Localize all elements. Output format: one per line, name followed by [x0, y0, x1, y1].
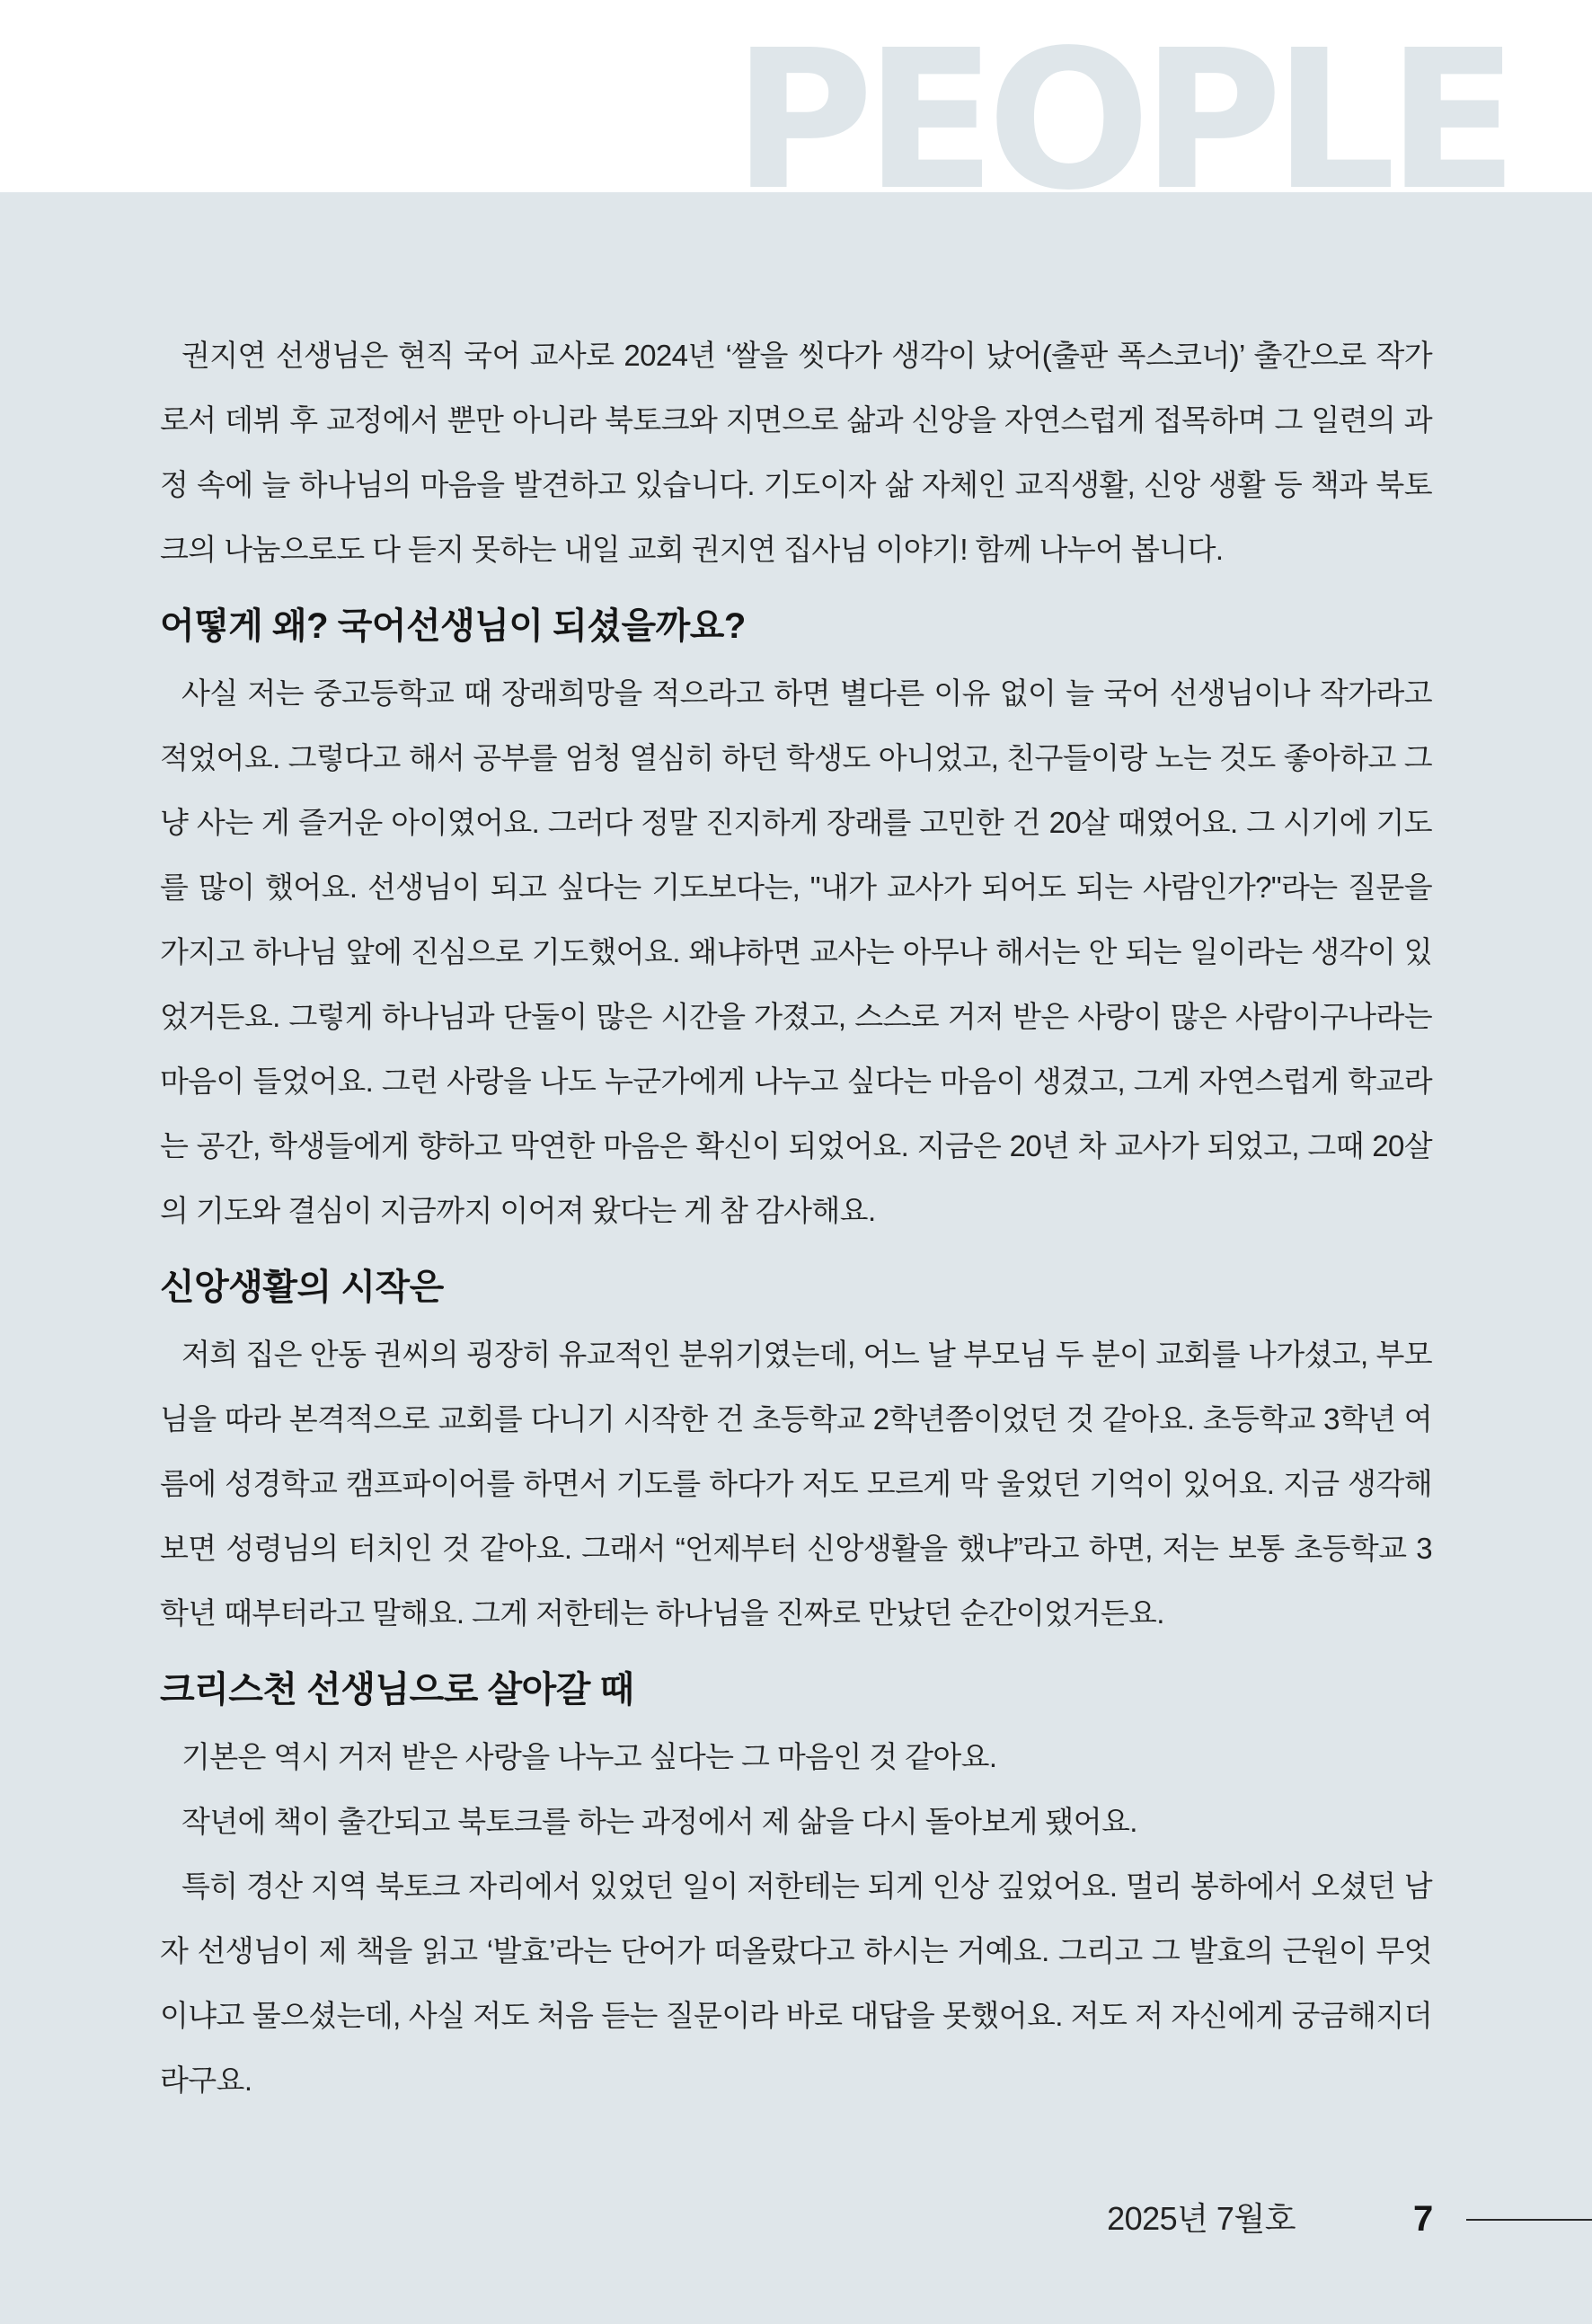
- section-heading-1: 어떻게 왜? 국어선생님이 되셨을까요?: [160, 606, 746, 646]
- intro-paragraph: 권지연 선생님은 현직 국어 교사로 2024년 ‘쌀을 씻다가 생각이 났어(출판 폭스코너)’ 출간으로 작가로서 데뷔 후 교정에서 뿐만 아니라 북토크와 지면으로 삶과 신앙을 자연스럽게 접목하며 그 일련의 과정 속에 늘 하나님의 마음을 발견하고 있습니다. 기도이자 삶 자체인 교직생활, 신앙 생활 등 책과 북토크의 나눔으로도 다 듣지 못하는 내일 교회 권지연 집사님 이야기! 함께 나누어 봅니다.: [160, 339, 1432, 566]
- section-1-paragraph-1: 사실 저는 중고등학교 때 장래희망을 적으라고 하면 별다른 이유 없이 늘 국어 선생님이나 작가라고 적었어요. 그렇다고 해서 공부를 엄청 열심히 하던 학생도 아니었고, 친구들이랑 노는 것도 좋아하고 그냥 사는 게 즐거운 아이였어요. 그러다 정말 진지하게 장래를 고민한 건 20살 때였어요. 그 시기에 기도를 많이 했어요. 선생님이 되고 싶다는 기도보다는, "내가 교사가 되어도 되는 사람인가?"라는 질문을 가지고 하나님 앞에 진심으로 기도했어요. 왜냐하면 교사는 아무나 해서는 안 되는 일이라는 생각이 있었거든요. 그렇게 하나님과 단둘이 많은 시간을 가졌고, 스스로 거저 받은 사랑이 많은 사람이구나라는 마음이 들었어요. 그런 사랑을 나도 누군가에게 나누고 싶다는 마음이 생겼고, 그게 자연스럽게 학교라는 공간, 학생들에게 향하고 막연한 마음은 확신이 되었어요. 지금은 20년 차 교사가 되었고, 그때 20살의 기도와 결심이 지금까지 이어져 왔다는 게 참 감사해요.: [160, 676, 1432, 1227]
- section-label-people: PEOPLE: [732, 25, 1509, 196]
- section-2-paragraph-1: 저희 집은 안동 권씨의 굉장히 유교적인 분위기였는데, 어느 날 부모님 두 분이 교회를 나가셨고, 부모님을 따라 본격적으로 교회를 다니기 시작한 건 초등학교 2학년쯤이었던 것 같아요. 초등학교 3학년 여름에 성경학교 캠프파이어를 하면서 기도를 하다가 저도 모르게 막 울었던 기억이 있어요. 지금 생각해보면 성령님의 터치인 것 같아요. 그래서 “언제부터 신앙생활을 했냐”라고 하면, 저는 보통 초등학교 3학년 때부터라고 말해요. 그게 저한테는 하나님을 진짜로 만났던 순간이었거든요.: [160, 1338, 1432, 1630]
- page-footer: [0, 2192, 1592, 2246]
- section-heading-2: 신앙생활의 시작은: [160, 1268, 444, 1307]
- section-3-paragraph-3: 특히 경산 지역 북토크 자리에서 있었던 일이 저한테는 되게 인상 깊었어요. 멀리 봉하에서 오셨던 남자 선생님이 제 책을 읽고 ‘발효’라는 단어가 떠올랐다고 하시는 거예요. 그리고 그 발효의 근원이 무엇이냐고 물으셨는데, 사실 저도 처음 듣는 질문이라 바로 대답을 못했어요. 저도 저 자신에게 궁금해지더라구요.: [160, 1869, 1432, 2097]
- section-3-paragraph-2: 작년에 책이 출간되고 북토크를 하는 과정에서 제 삶을 다시 돌아보게 됐어요.: [181, 1805, 1137, 1838]
- section-heading-3: 크리스천 선생님으로 살아갈 때: [160, 1670, 634, 1710]
- article-body: [160, 323, 1432, 2113]
- issue-date: 2025년 7월호: [1107, 2200, 1296, 2237]
- footer-divider: [1466, 2219, 1592, 2221]
- page-number: 7: [1413, 2199, 1434, 2239]
- section-3-paragraph-1: 기본은 역시 거저 받은 사랑을 나누고 싶다는 그 마음인 것 같아요.: [181, 1740, 997, 1773]
